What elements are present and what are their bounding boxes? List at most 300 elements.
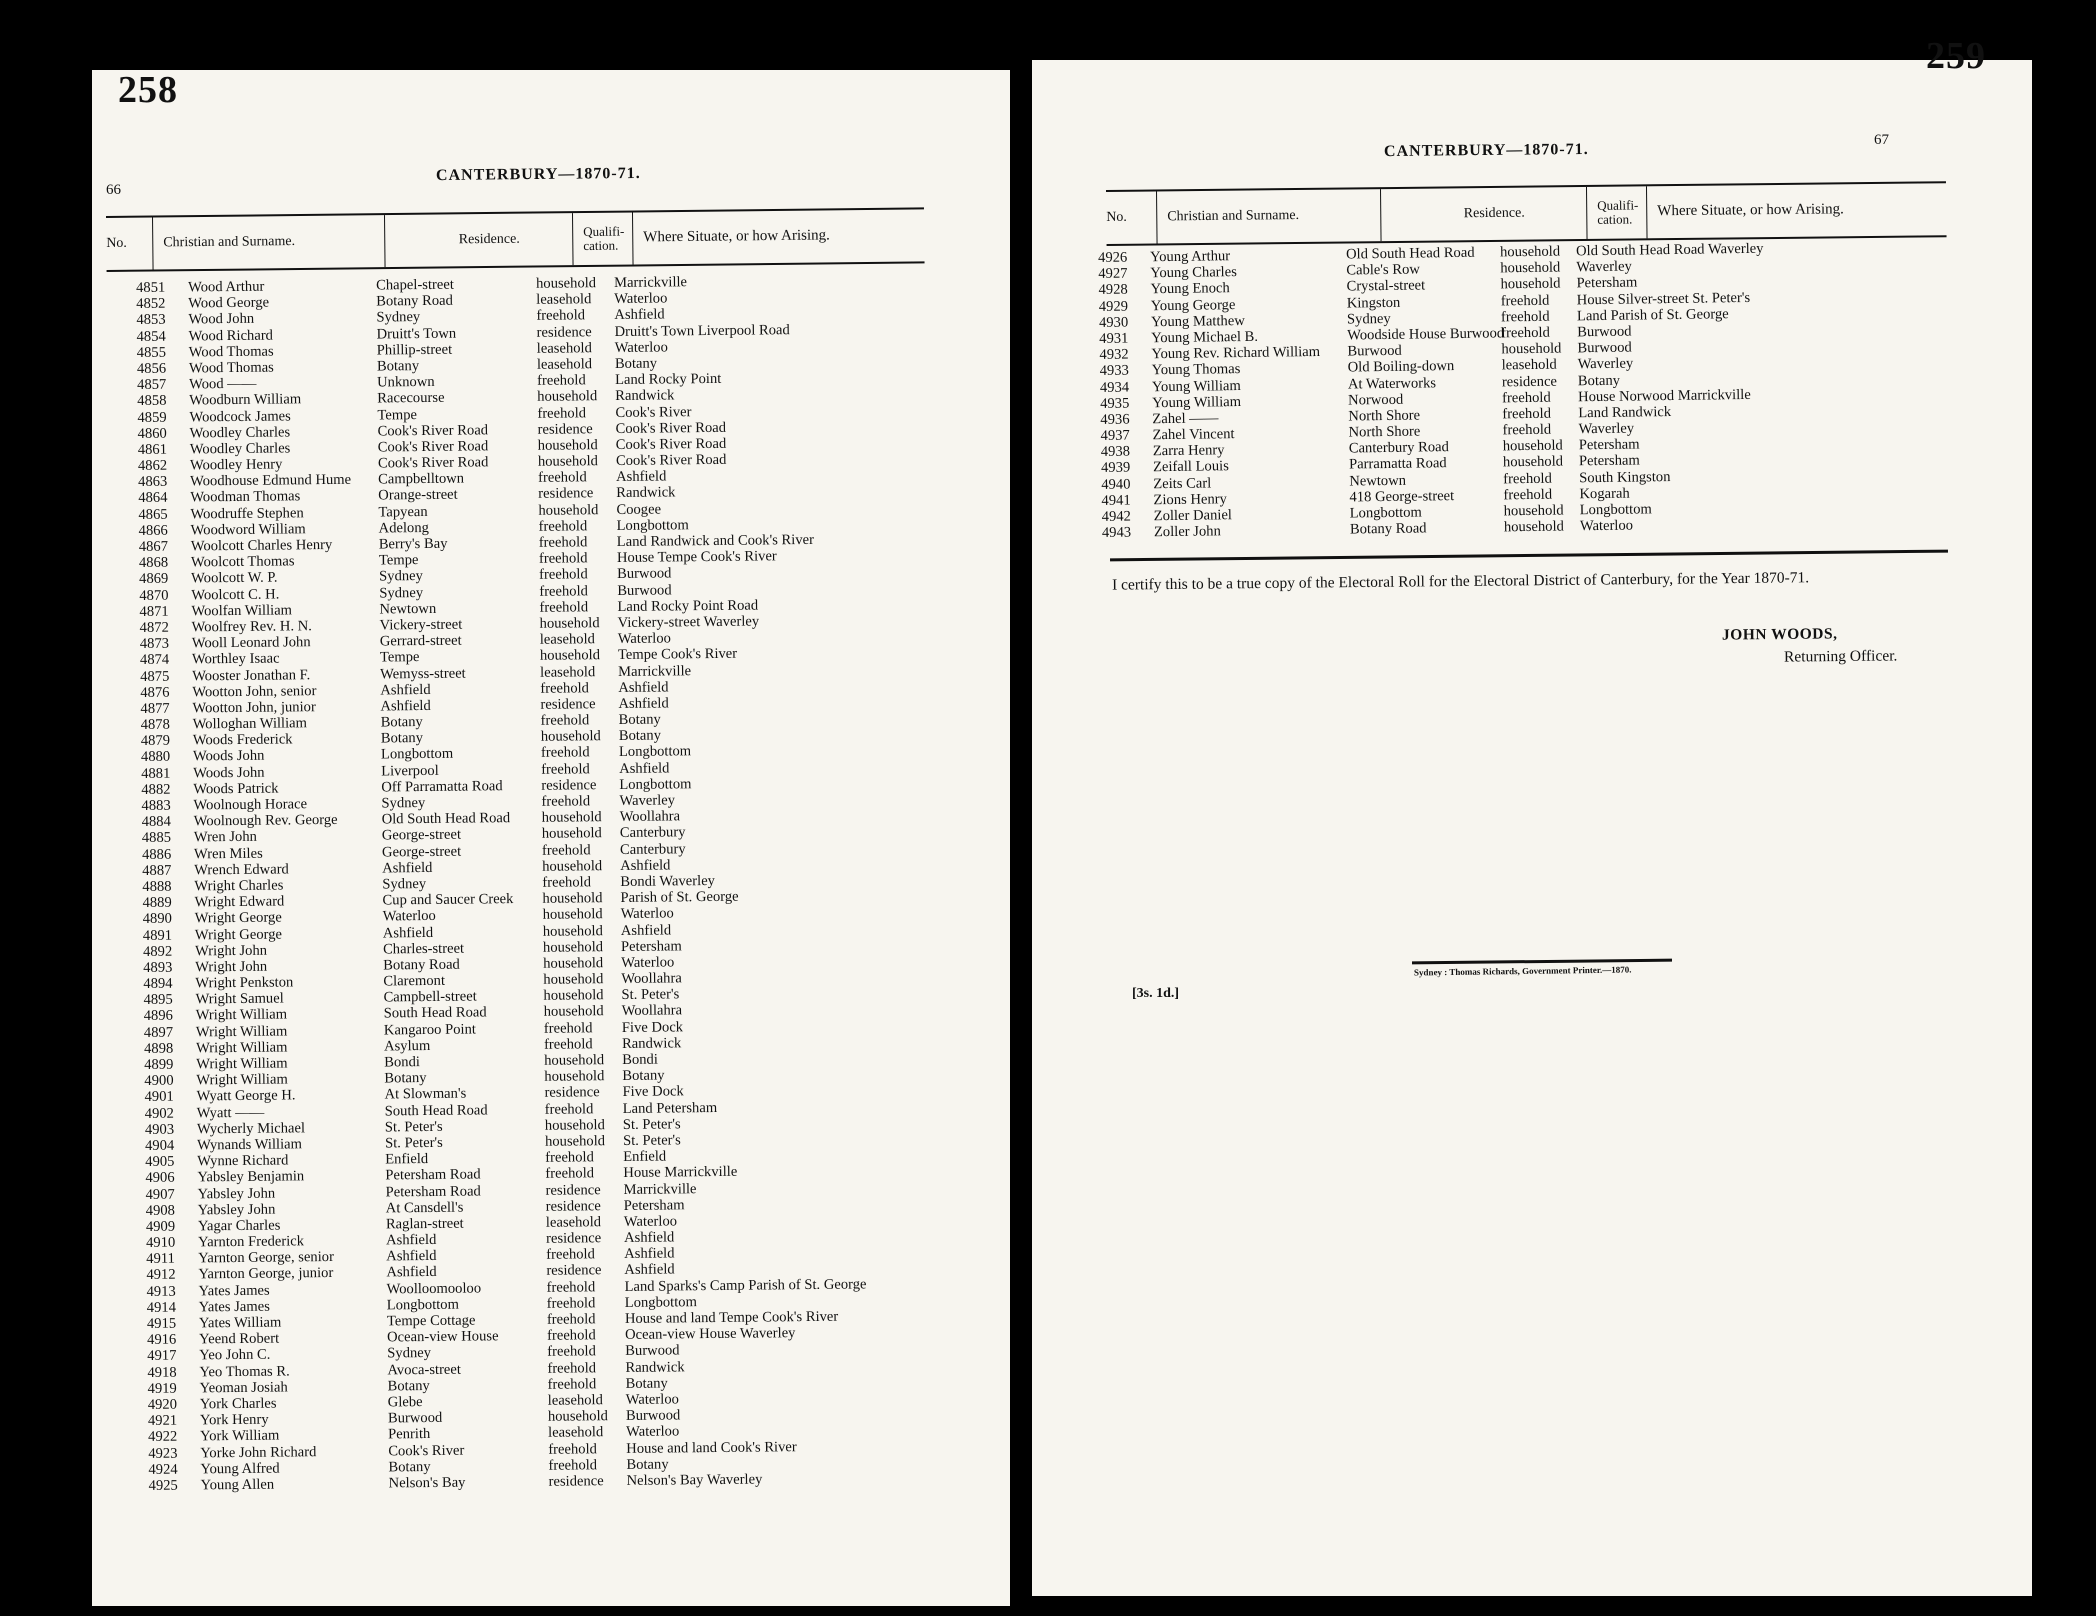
property-location: Waterloo	[614, 290, 668, 308]
voter-residence: Off Parramatta Road	[381, 778, 503, 796]
voter-residence: Canterbury Road	[1348, 439, 1450, 457]
page-header-title: CANTERBURY—1870-71.	[1383, 140, 1589, 161]
voter-name: York William	[200, 1427, 280, 1445]
voter-qualification: freehold	[538, 518, 588, 535]
voter-residence: St. Peter's	[384, 1118, 443, 1136]
entry-number: 4871	[139, 603, 169, 620]
voter-name: Wright Penkston	[195, 974, 294, 992]
voter-name: Wright Charles	[194, 877, 284, 895]
entry-number: 4930	[1098, 314, 1129, 331]
voter-qualification: freehold	[537, 404, 587, 422]
property-location: Waverley	[1576, 258, 1632, 276]
entry-number: 4914	[146, 1299, 177, 1316]
property-location: Land Rocky Point	[614, 371, 722, 389]
entry-number: 4851	[136, 279, 166, 296]
voter-qualification: freehold	[539, 582, 588, 600]
voter-qualification: freehold	[545, 1165, 595, 1183]
entry-number: 4926	[1098, 249, 1128, 266]
voter-residence: Kangaroo Point	[383, 1021, 476, 1039]
entry-number: 4861	[137, 441, 168, 458]
property-location: Coogee	[616, 501, 662, 518]
property-location: Botany	[1577, 372, 1621, 389]
voter-residence: George-street	[381, 827, 462, 844]
voter-qualification: freehold	[538, 550, 588, 567]
voter-name: Yates William	[198, 1314, 282, 1332]
voter-qualification: leasehold	[539, 631, 595, 648]
property-location: St. Peter's	[621, 986, 680, 1004]
entry-number: 4894	[143, 975, 173, 993]
voter-residence: Sydney	[379, 568, 423, 585]
voter-residence: Botany	[380, 730, 424, 747]
voter-residence: Kingston	[1346, 294, 1401, 312]
voter-name: Wood Thomas	[188, 343, 274, 361]
property-location: Enfield	[623, 1148, 667, 1166]
voter-residence: Cook's River Road	[377, 422, 489, 440]
property-location: Longbottom	[619, 776, 692, 793]
voter-name: Yorke John Richard	[200, 1443, 317, 1461]
voter-qualification: freehold	[544, 1100, 594, 1118]
voter-name: Woodcock James	[189, 407, 291, 425]
voter-residence: Woodside House Burwood	[1347, 325, 1505, 344]
entry-number: 4910	[146, 1234, 176, 1252]
voter-qualification: household	[542, 857, 603, 875]
voter-residence: Sydney	[1346, 310, 1391, 328]
property-location: Waterloo	[614, 339, 668, 356]
voter-qualification: household	[543, 1003, 604, 1021]
voter-name: Woodhouse Edmund Hume	[190, 472, 352, 490]
voter-residence: Gerrard-street	[379, 632, 462, 650]
voter-residence: Crystal-street	[1346, 277, 1426, 295]
voter-name: Woolnough Horace	[193, 796, 308, 814]
voter-name: Woodley Henry	[189, 456, 283, 474]
entry-number: 4885	[141, 830, 172, 847]
page-header-title: CANTERBURY—1870-71.	[435, 164, 641, 185]
property-location: House Norwood Marrickville	[1577, 386, 1751, 405]
entry-number: 4909	[145, 1218, 176, 1235]
property-location: Five Dock	[622, 1083, 684, 1101]
property-location: Woollahra	[619, 808, 681, 826]
property-location: Parish of St. George	[620, 888, 739, 907]
entry-number: 4879	[140, 732, 171, 750]
page-stamp-number: 259	[1926, 35, 1986, 77]
voter-residence: Cup and Saucer Creek	[382, 891, 514, 909]
voter-residence: Botany	[388, 1458, 431, 1476]
voter-name: Wootton John, junior	[192, 699, 316, 717]
voter-qualification: freehold	[543, 1036, 593, 1053]
voter-residence: Cook's River Road	[377, 454, 489, 472]
entry-number: 4912	[146, 1267, 176, 1284]
voter-name: Woolcott Thomas	[190, 553, 295, 571]
voter-qualification: household	[1503, 518, 1565, 536]
entry-number: 4921	[147, 1412, 178, 1430]
voter-name: Wynne Richard	[197, 1152, 289, 1170]
voter-qualification: residence	[541, 777, 597, 794]
entry-number: 4899	[144, 1056, 174, 1073]
voter-qualification: household	[540, 728, 601, 746]
voter-residence: Burwood	[387, 1409, 443, 1427]
property-location: Ashfield	[618, 679, 669, 696]
voter-name: Yarnton Frederick	[197, 1233, 305, 1251]
voter-name: Yarnton George, junior	[198, 1265, 334, 1283]
voter-qualification: freehold	[545, 1149, 594, 1166]
entry-number: 4859	[137, 409, 167, 426]
voter-qualification: freehold	[541, 841, 591, 859]
property-location: St. Peter's	[622, 1132, 681, 1149]
property-location: Ashfield	[614, 306, 665, 324]
voter-qualification: freehold	[1503, 470, 1552, 487]
voter-residence: Ashfield	[385, 1231, 437, 1249]
electoral-roll-table-left	[136, 274, 867, 1494]
voter-residence: Petersham Road	[385, 1166, 481, 1184]
entry-number: 4943	[1101, 524, 1132, 542]
entry-number: 4868	[138, 554, 169, 572]
voter-name: Young William	[1152, 393, 1242, 411]
voter-qualification: leasehold	[1501, 356, 1557, 374]
entry-number: 4854	[136, 328, 166, 345]
voter-name: Woodruffe Stephen	[190, 504, 304, 523]
voter-name: Young Arthur	[1149, 248, 1231, 266]
voter-qualification: household	[542, 938, 604, 956]
voter-residence: Sydney	[379, 584, 424, 602]
entry-number: 4889	[142, 894, 172, 912]
entry-number: 4880	[140, 749, 171, 766]
voter-residence: Old South Head Road	[381, 810, 511, 828]
property-location: Canterbury	[619, 824, 686, 842]
voter-residence: Botany Road	[383, 956, 460, 974]
voter-qualification: residence	[540, 696, 596, 713]
voter-residence: Nelson's Bay	[388, 1474, 466, 1492]
voter-qualification: household	[543, 971, 604, 988]
voter-residence: Cook's River Road	[377, 438, 489, 456]
entry-number: 4932	[1099, 346, 1129, 364]
voter-residence: Adelong	[378, 519, 429, 537]
voter-qualification: leasehold	[536, 356, 593, 373]
voter-name: Young Michael B.	[1151, 328, 1259, 347]
voter-qualification: household	[538, 501, 599, 519]
voter-residence: Parramatta Road	[1348, 455, 1447, 473]
voter-name: Wright William	[196, 1055, 288, 1073]
entry-number: 4940	[1101, 476, 1131, 493]
entry-number: 4907	[145, 1186, 175, 1203]
voter-residence: Ashfield	[380, 681, 431, 699]
voter-name: Woolcott Charles Henry	[190, 536, 333, 555]
col-where: Where Situate, or how Arising.	[632, 209, 936, 264]
right-page	[1032, 35, 2032, 1596]
voter-name: Yates James	[198, 1298, 270, 1316]
entry-number: 4867	[138, 538, 169, 555]
property-location: Burwood	[625, 1407, 681, 1425]
table-end-rule	[1110, 550, 1948, 562]
property-location: Burwood	[1577, 323, 1632, 341]
voter-qualification: household	[544, 1052, 605, 1069]
entry-number: 4917	[147, 1348, 177, 1365]
voter-residence: Ashfield	[382, 859, 433, 877]
voter-residence: George-street	[381, 843, 462, 861]
voter-residence: Asylum	[383, 1037, 431, 1055]
property-location: Tempe Cook's River	[617, 646, 738, 664]
officer-name: JOHN WOODS,	[1721, 625, 1838, 644]
voter-residence: Waterloo	[382, 908, 436, 925]
voter-qualification: freehold	[1501, 389, 1551, 407]
voter-name: Wycherly Michael	[196, 1120, 306, 1138]
property-location: Botany	[618, 711, 661, 729]
voter-name: Woolcott C. H.	[191, 586, 280, 604]
voter-name: Wright William	[195, 1023, 288, 1041]
voter-name: Woolnough Rev. George	[193, 812, 338, 830]
voter-qualification: household	[542, 890, 603, 907]
voter-residence: Ashfield	[386, 1248, 437, 1265]
voter-qualification: freehold	[543, 1019, 593, 1037]
property-location: Ashfield	[619, 760, 670, 777]
voter-qualification: household	[1499, 243, 1561, 261]
voter-residence: Campbelltown	[378, 470, 465, 488]
voter-name: Yeo Thomas R.	[199, 1363, 290, 1380]
property-location: Marrickville	[623, 1180, 697, 1198]
property-location: Botany	[625, 1375, 668, 1392]
voter-residence: Vickery-street	[379, 616, 463, 634]
property-location: Botany	[618, 727, 662, 745]
voter-qualification: freehold	[548, 1440, 597, 1458]
entry-number: 4866	[138, 522, 168, 539]
voter-residence: Botany	[376, 357, 420, 375]
voter-qualification: freehold	[536, 307, 586, 325]
voter-qualification: freehold	[541, 793, 591, 810]
voter-name: Zarra Henry	[1152, 442, 1225, 460]
entry-number: 4890	[142, 910, 172, 928]
property-location: Land Petersham	[622, 1099, 718, 1117]
voter-residence: Burwood	[1347, 342, 1402, 360]
entry-number: 4902	[144, 1105, 174, 1122]
voter-residence: South Head Road	[384, 1101, 488, 1120]
property-location: Nelson's Bay Waverley	[626, 1471, 763, 1489]
property-location: Marrickville	[613, 274, 688, 291]
page-stamp-number: 258	[118, 69, 178, 111]
voter-name: Yeo John C.	[199, 1347, 271, 1364]
voter-qualification: household	[543, 987, 604, 1005]
property-location: House Marrickville	[623, 1164, 738, 1182]
voter-residence: Sydney	[382, 875, 427, 893]
voter-name: Wright John	[195, 958, 268, 976]
voter-residence: Botany Road	[1349, 520, 1427, 538]
voter-name: Woods John	[192, 748, 265, 765]
voter-name: Wright William	[196, 1071, 288, 1089]
voter-residence: Longbottom	[386, 1296, 460, 1314]
voter-name: Yeend Robert	[199, 1330, 280, 1348]
voter-residence: Tempe	[378, 552, 419, 569]
voter-name: Worthley Isaac	[191, 650, 280, 668]
property-location: Woollahra	[621, 1002, 683, 1020]
property-location: Cook's River Road	[615, 419, 727, 437]
property-location: Randwick	[621, 1035, 682, 1052]
voter-qualification: freehold	[546, 1295, 596, 1312]
price-label: [3s. 1d.]	[1132, 986, 1180, 1001]
property-location: Burwood	[617, 581, 672, 599]
voter-residence: Racecourse	[377, 390, 445, 407]
voter-name: Wright William	[195, 1039, 288, 1057]
folio-number: 66	[106, 182, 121, 198]
entry-number: 4858	[137, 393, 167, 410]
voter-qualification: freehold	[546, 1278, 596, 1296]
voter-qualification: freehold	[538, 534, 588, 551]
entry-number: 4901	[144, 1089, 174, 1106]
voter-residence: Enfield	[385, 1151, 429, 1168]
entry-number: 4875	[140, 668, 170, 685]
entry-number: 4918	[147, 1364, 177, 1381]
voter-residence: Campbell-street	[383, 988, 477, 1006]
property-location: Botany	[622, 1067, 665, 1085]
voter-name: Woods Frederick	[192, 731, 293, 749]
voter-residence: Botany	[380, 714, 423, 731]
voter-residence: Bondi	[384, 1054, 420, 1071]
property-location: Ashfield	[616, 468, 667, 486]
entry-number: 4896	[143, 1008, 173, 1025]
voter-qualification: household	[544, 1133, 606, 1150]
voter-qualification: leasehold	[540, 663, 596, 681]
voter-name: Wright George	[194, 909, 282, 927]
voter-name: Wright John	[194, 942, 268, 960]
voter-name: Wren Miles	[193, 845, 263, 862]
entry-number: 4924	[148, 1461, 178, 1478]
folio-number: 67	[1874, 132, 1889, 148]
voter-name: Wright Edward	[194, 893, 285, 911]
property-location: Waverley	[1578, 420, 1635, 438]
printer-rule	[1412, 959, 1672, 965]
entry-number: 4887	[142, 862, 172, 879]
electoral-roll-table-right	[1098, 240, 1764, 542]
property-location: Old South Head Road Waverley	[1575, 240, 1764, 260]
voter-name: Wyatt George H.	[196, 1087, 296, 1105]
property-location: Cook's River Road	[615, 451, 727, 470]
property-location: Petersham	[620, 938, 682, 955]
voter-name: Young Charles	[1150, 264, 1237, 282]
voter-name: Woolfrey Rev. H. N.	[191, 618, 312, 636]
property-location: Cook's River Road	[615, 435, 727, 453]
voter-name: Wooster Jonathan F.	[192, 666, 311, 684]
entry-number: 4935	[1100, 395, 1130, 412]
voter-qualification: household	[537, 388, 598, 406]
property-location: Ashfield	[620, 857, 671, 874]
voter-qualification: residence	[1501, 373, 1558, 390]
voter-residence: Longbottom	[380, 746, 454, 763]
voter-residence: Woolloomooloo	[386, 1280, 482, 1298]
voter-qualification: household	[547, 1408, 609, 1425]
property-location: Druitt's Town Liverpool Road	[614, 321, 790, 340]
voter-qualification: freehold	[546, 1327, 596, 1344]
property-location: St. Peter's	[622, 1116, 681, 1133]
voter-qualification: household	[1502, 437, 1563, 455]
property-location: Longbottom	[616, 517, 689, 534]
property-location: House Silver-street St. Peter's	[1576, 289, 1751, 308]
voter-qualification: household	[539, 615, 600, 632]
property-location: House Tempe Cook's River	[616, 548, 777, 567]
property-location: Ashfield	[624, 1261, 675, 1279]
voter-qualification: freehold	[547, 1375, 597, 1393]
voter-qualification: household	[1500, 259, 1561, 277]
voter-name: Wood Arthur	[187, 278, 265, 296]
entry-number: 4938	[1100, 443, 1131, 461]
voter-qualification: freehold	[547, 1359, 597, 1377]
voter-name: Young Matthew	[1150, 312, 1245, 331]
entry-number: 4874	[139, 651, 170, 669]
entry-number: 4883	[141, 797, 171, 814]
voter-residence: North Shore	[1348, 407, 1421, 425]
entry-number: 4903	[144, 1121, 175, 1138]
voter-qualification: freehold	[538, 469, 587, 487]
voter-residence: Sydney	[387, 1345, 432, 1362]
property-location: House and land Tempe Cook's River	[624, 1308, 839, 1327]
voter-residence: Wemyss-street	[380, 665, 466, 682]
voter-residence: Tapyean	[378, 503, 428, 521]
voter-name: Wood ——	[189, 375, 257, 393]
voter-residence: Newtown	[379, 600, 437, 618]
property-location: Land Randwick and Cook's River	[616, 531, 815, 550]
property-location: Ashfield	[624, 1245, 675, 1263]
voter-qualification: residence	[545, 1197, 601, 1215]
property-location: Petersham	[1578, 452, 1640, 470]
voter-qualification: leasehold	[547, 1392, 603, 1409]
col-qualification: Qualifi- cation.	[572, 212, 644, 265]
voter-residence: Botany	[387, 1377, 430, 1395]
voter-residence: Cook's River	[388, 1442, 465, 1459]
property-location: Waterloo	[620, 905, 674, 923]
property-location: Land Rocky Point Road	[617, 597, 759, 615]
voter-qualification: household	[537, 437, 598, 454]
entry-number: 4920	[147, 1396, 178, 1413]
column-header-row	[1106, 181, 1947, 246]
voter-qualification: freehold	[548, 1456, 598, 1474]
voter-residence: At Slowman's	[384, 1085, 467, 1103]
voter-name: Woolcott W. P.	[191, 569, 278, 587]
property-location: Waterloo	[625, 1391, 679, 1408]
voter-qualification: freehold	[540, 744, 590, 762]
voter-qualification: residence	[545, 1230, 602, 1247]
voter-name: Wright George	[194, 926, 283, 943]
voter-name: Yabsley John	[197, 1185, 276, 1202]
entry-number: 4855	[136, 344, 167, 361]
voter-name: Wright William	[195, 1006, 288, 1024]
voter-residence: Tempe Cottage	[386, 1312, 476, 1330]
entry-number: 4886	[141, 846, 172, 863]
entry-number: 4881	[141, 765, 171, 782]
voter-residence: Ashfield	[380, 697, 431, 715]
entry-number: 4936	[1100, 411, 1130, 428]
voter-qualification: household	[539, 647, 601, 665]
property-location: Waverley	[619, 792, 676, 809]
voter-name: Woodley Charles	[189, 440, 291, 458]
voter-residence: Cable's Row	[1346, 261, 1420, 279]
voter-name: Young Allen	[200, 1476, 275, 1494]
voter-residence: Old South Head Road	[1345, 244, 1475, 263]
voter-name: Zeifall Louis	[1152, 458, 1229, 476]
entry-number: 4929	[1098, 298, 1129, 315]
voter-name: Yabsley Benjamin	[197, 1168, 305, 1186]
property-location: Longbottom	[1579, 501, 1652, 519]
col-qualification: Qualifi- cation.	[1586, 186, 1658, 239]
voter-residence: Norwood	[1348, 391, 1404, 409]
entry-number: 4911	[146, 1250, 175, 1268]
voter-residence: Ashfield	[382, 924, 434, 941]
voter-residence: Petersham Road	[385, 1182, 481, 1200]
property-location: Botany	[626, 1456, 669, 1473]
voter-name: Zeits Carl	[1153, 475, 1212, 492]
entry-number: 4869	[139, 571, 169, 588]
voter-name: Wright Samuel	[195, 990, 284, 1008]
col-where: Where Situate, or how Arising.	[1646, 183, 1958, 238]
entry-number: 4888	[142, 878, 172, 895]
entry-number: 4916	[147, 1331, 177, 1349]
property-location: Burwood	[617, 565, 672, 583]
voter-name: Wren John	[193, 829, 257, 846]
